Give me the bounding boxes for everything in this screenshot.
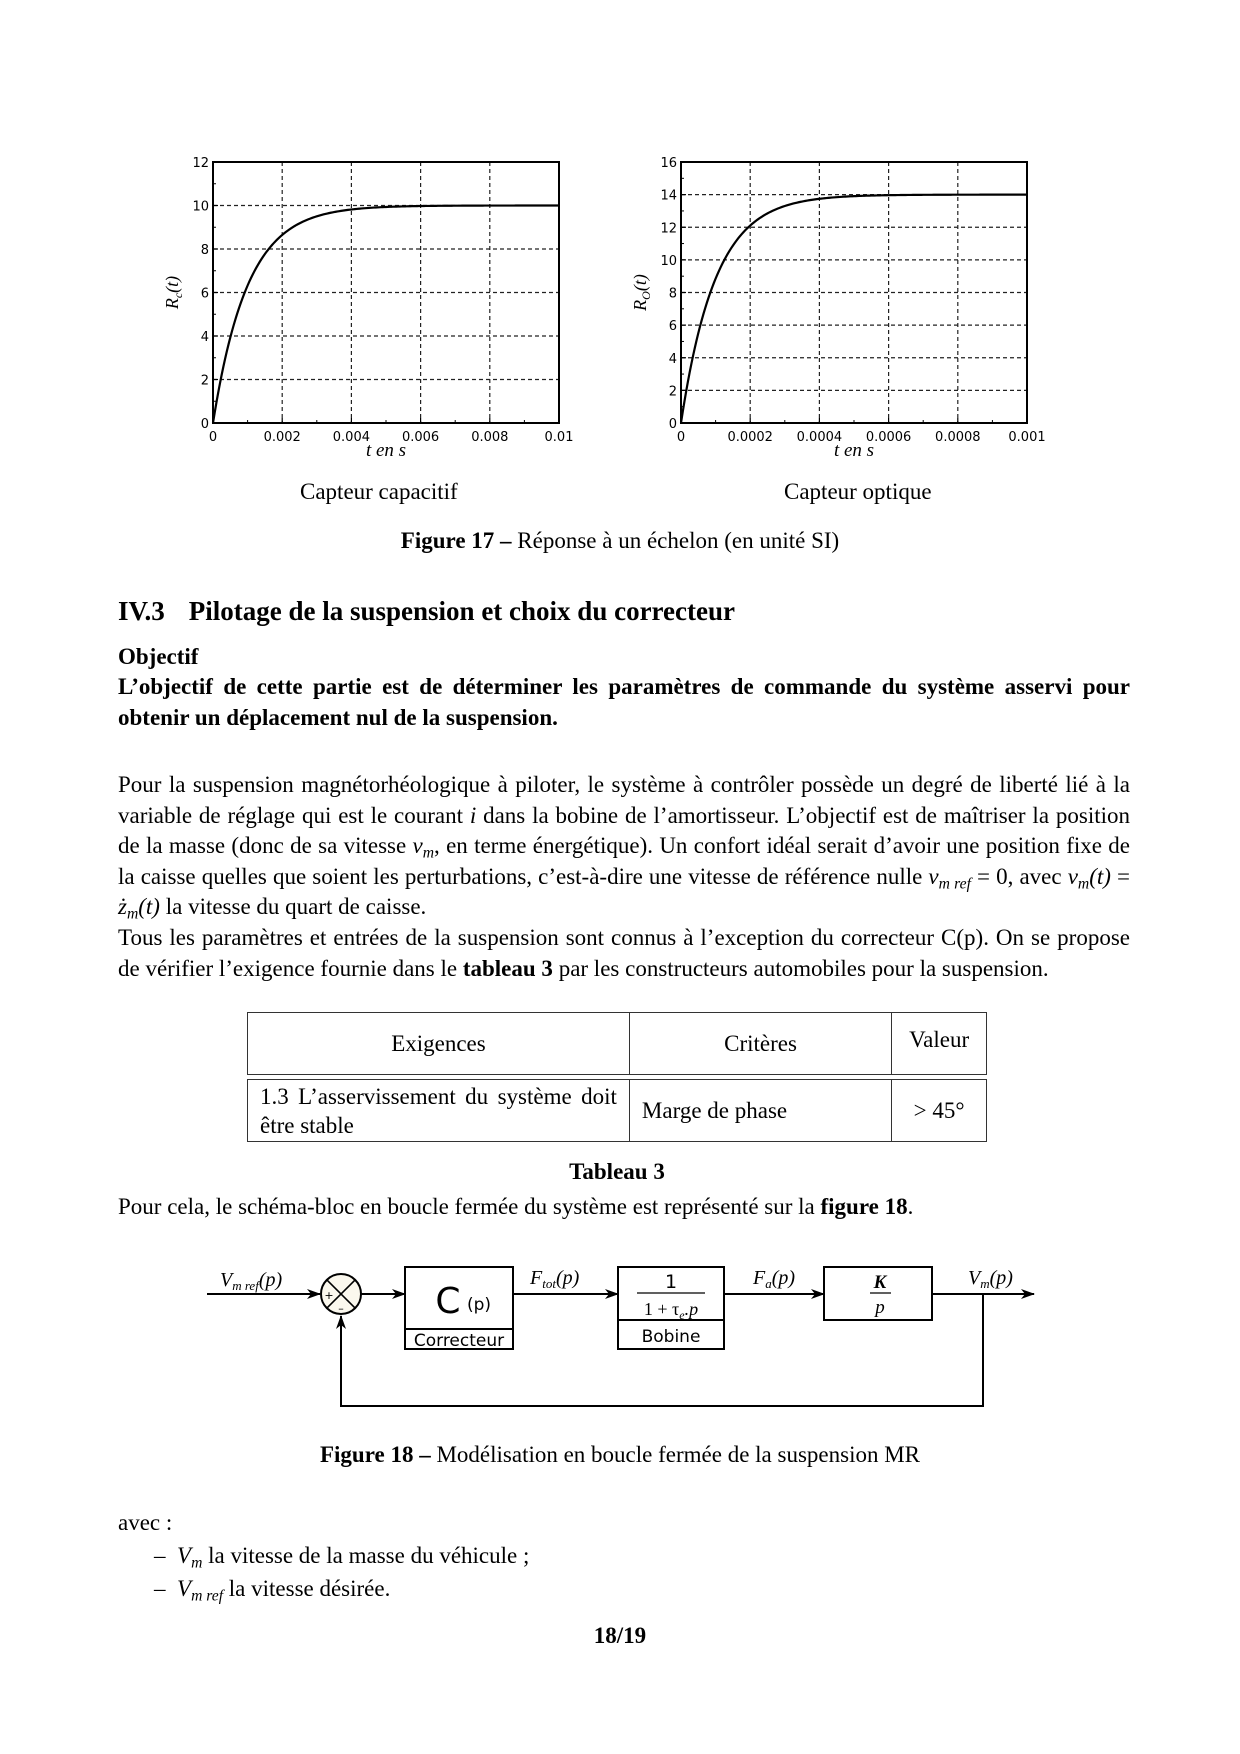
corrector-transfer-arg: (p) xyxy=(466,1295,492,1315)
p3-text: Pour cela, le schéma-bloc en boucle fermée du système est représenté sur la xyxy=(118,1194,821,1219)
p2-text: Tous les paramètres et entrées de la suspension sont connus à l’exception du correcteur C(p). On se propose de vérifier l’exigence fournie dans le xyxy=(118,925,1130,981)
sub-m: m xyxy=(126,905,139,923)
objective-label: Objectif xyxy=(118,644,199,669)
var-vm: v xyxy=(412,833,423,858)
y-tick-label: 16 xyxy=(660,156,677,171)
input-signal-label: $V_{m ref}(p)$ xyxy=(220,1269,283,1293)
p1-text: = xyxy=(1110,863,1130,889)
y-tick-label: 14 xyxy=(660,188,677,204)
objective-text: L’objectif de cette partie est de déterminer les paramètres de commande du système asservi pour obtenir un déplacement nul de la suspension. xyxy=(118,674,1130,730)
y-tick-label: 10 xyxy=(660,253,677,269)
list-dash: – xyxy=(154,1543,166,1568)
definition-text: la vitesse désirée. xyxy=(223,1576,391,1601)
y-label-arg: (t) xyxy=(630,274,650,292)
symbol-sub: m ref xyxy=(191,1587,224,1605)
y-tick-label: 8 xyxy=(200,243,209,258)
coil-denominator: $1 + \tau_e.p$ xyxy=(643,1299,699,1322)
corrector-transfer-main: C xyxy=(435,1281,461,1322)
y-tick-label: 12 xyxy=(192,156,209,171)
y-tick-label: 2 xyxy=(668,384,677,400)
sub-m: m xyxy=(422,844,435,862)
y-tick-label: 2 xyxy=(200,373,209,389)
var-vm: v xyxy=(1067,863,1078,889)
sum-minus-sign: – xyxy=(338,1302,344,1315)
y-label-arg: (t) xyxy=(162,275,182,293)
var-i: i xyxy=(469,802,477,828)
y-label-symbol: R xyxy=(630,299,650,311)
p1-text: = 0, avec xyxy=(970,863,1068,889)
figure18-caption xyxy=(0,1440,1240,1470)
x-axis-label: t en s xyxy=(365,440,407,461)
x-tick-label: 0 xyxy=(208,430,218,445)
caption-capteur-capacitif: Capteur capacitif xyxy=(300,479,458,504)
p1-text: la vitesse du quart de caisse. xyxy=(159,894,427,919)
cell-critere: Marge de phase xyxy=(630,1080,892,1141)
p1-text: , en terme énergétique). Un confort idéal serait d’avoir une position fixe de la caisse quelles que soient les perturbations, c’est-à-dire une vitesse de référence nulle xyxy=(118,833,1131,889)
x-axis-label: t en s xyxy=(833,440,875,461)
var-vm: v xyxy=(928,863,939,889)
figure18-caption-text: Modélisation en boucle fermée de la suspension MR xyxy=(430,1442,920,1467)
x-tick-label: 0.002 xyxy=(263,430,301,445)
list-dash: – xyxy=(154,1576,166,1601)
y-tick-label: 4 xyxy=(668,351,677,367)
y-tick-label: 6 xyxy=(668,319,677,335)
x-tick-label: 0.01 xyxy=(544,430,574,445)
x-tick-label: 0.0006 xyxy=(865,430,912,445)
definition-text: la vitesse de la masse du véhicule ; xyxy=(202,1543,530,1568)
plant-denominator: p xyxy=(875,1297,885,1318)
t-arg: (t) xyxy=(1089,863,1111,889)
x-tick-label: 0.004 xyxy=(332,430,371,445)
y-tick-label: 6 xyxy=(200,286,209,302)
var-zdot: ż xyxy=(118,894,127,919)
t-arg: (t) xyxy=(138,894,160,919)
section-number: IV.3 xyxy=(118,596,165,626)
plant-numerator: K xyxy=(873,1272,887,1293)
table-caption: Tableau 3 xyxy=(569,1159,665,1184)
x-tick-label: 0.006 xyxy=(401,430,440,445)
y-tick-label: 0 xyxy=(200,417,209,432)
x-tick-label: 0.0008 xyxy=(935,430,981,445)
table-reference: tableau 3 xyxy=(462,955,553,981)
p2-text: par les constructeurs automobiles pour la suspension. xyxy=(552,955,1049,981)
coil-numerator: 1 xyxy=(664,1271,678,1293)
x-tick-label: 0.008 xyxy=(471,430,509,445)
sub-mref: m ref xyxy=(938,875,971,893)
cell-valeur: > 45° xyxy=(913,1097,965,1123)
p1-text: Pour la suspension magnétorhéologique à piloter, le système à contrôler possède un degré de liberté lié à la variable de réglage qui est le courant xyxy=(118,772,1130,828)
y-label-sub: c xyxy=(171,292,185,299)
symbol-vm: V xyxy=(177,1543,192,1568)
header-valeur: Valeur xyxy=(909,1027,970,1052)
p3-text: . xyxy=(907,1194,914,1219)
y-label-sub: O xyxy=(639,291,653,300)
output-signal-label: $V_m(p)$ xyxy=(968,1267,1013,1291)
sub-m: m xyxy=(1077,875,1090,893)
coil-label: Bobine xyxy=(641,1327,701,1347)
y-tick-label: 0 xyxy=(668,417,677,432)
y-tick-label: 10 xyxy=(192,199,209,215)
ftot-signal-label: $F_{tot}(p)$ xyxy=(530,1267,580,1291)
x-tick-label: 0.0004 xyxy=(796,430,843,445)
definitions-intro: avec : xyxy=(118,1510,173,1535)
x-tick-label: 0.0002 xyxy=(727,430,773,445)
symbol-vmref: V xyxy=(177,1576,192,1601)
y-tick-label: 8 xyxy=(668,286,677,302)
header-criteres: Critères xyxy=(630,1013,892,1074)
y-label-symbol: R xyxy=(162,298,182,310)
page-number: 18/19 xyxy=(593,1623,647,1648)
figure17-caption-label: Figure 17 – xyxy=(400,528,512,553)
corrector-label: Correcteur xyxy=(413,1331,505,1351)
figure17-caption-text: Réponse à un échelon (en unité SI) xyxy=(511,528,840,553)
symbol-sub: m xyxy=(191,1554,203,1572)
sum-plus-sign: + xyxy=(324,1289,334,1302)
y-tick-label: 4 xyxy=(200,330,209,345)
definition-item xyxy=(154,1541,529,1571)
fa-signal-label: $F_a(p)$ xyxy=(753,1267,796,1291)
p1-text: dans la bobine de l’amortisseur. L’objectif est de maîtriser la position de la masse (donc de sa vitesse xyxy=(118,802,1130,858)
header-exigences: Exigences xyxy=(248,1013,630,1074)
section-title: Pilotage de la suspension et choix du correcteur xyxy=(188,596,735,626)
definition-item xyxy=(154,1574,390,1604)
cell-exigence: 1.3 L’asservissement du système doit être stable xyxy=(248,1080,630,1141)
x-tick-label: 0 xyxy=(676,430,686,445)
caption-capteur-optique: Capteur optique xyxy=(784,479,932,504)
figure-reference: figure 18 xyxy=(820,1194,908,1219)
x-tick-label: 0.001 xyxy=(1008,430,1046,445)
figure18-caption-label: Figure 18 – xyxy=(319,1442,431,1467)
y-tick-label: 12 xyxy=(660,221,677,237)
